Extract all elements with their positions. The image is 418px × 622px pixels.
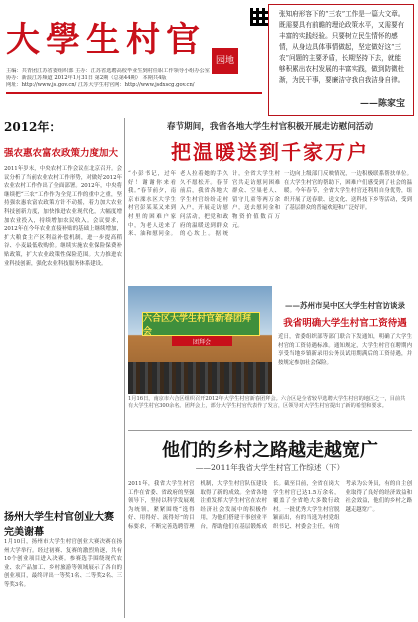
left-column-article bbox=[4, 118, 122, 500]
masthead-logo bbox=[6, 14, 244, 66]
info-line-1: 主编：共青团江苏省委组织部 主办：江苏省选聘高校毕业生到村任职工作领导小组办公室 bbox=[6, 68, 210, 74]
wage-headline: 我省明确大学生村官工资待遇 bbox=[283, 318, 407, 329]
quote-box bbox=[268, 4, 414, 116]
news-photo bbox=[128, 286, 272, 394]
left-headline: 强农惠农富农政策力度加大 bbox=[4, 148, 119, 159]
left-bottom-headline: 扬州大学生村官创业大赛完美谢幕 bbox=[4, 512, 114, 538]
left-body: 2011年岁末，中央农村工作会议在北京召开。会议分析了当前农业农村工作形势，对做好2012年农业农村工作作出了全面部署。2012年，中央将继续把“三农”工作作为全党工作的重中之重，坚持强农惠农富农政策方针不动摇，着力加大农业科技创新力度，加快推进农业现代化，大幅度增加农业投入，持续增加农民收入。会议要求，2012年在今年农业直接补贴的基础上继续增加，扩大粮食主产区利益补偿机制，进一步提高稻谷、小麦最低收购价。继续实施农业保险保费补贴政策，扩大农业政策性保险范围。大力推进农业科技创新，强化农业科技服务体系建设。 bbox=[4, 166, 122, 267]
wage-body: 近日，省委组织部等部门联合下发通知，明确了大学生村官的工资待遇标准。通知规定，大学生村官在聘期内享受当地乡镇新录用公务员试用期满后的工资待遇，并按规定参加社会保险。 bbox=[278, 334, 412, 366]
wage-subhead: ——苏州市吴中区大学生村官访谈录 bbox=[285, 301, 405, 310]
section-divider bbox=[128, 430, 412, 431]
info-line-3: 网址：http://www.js.gov.cn/ 江苏大学生村官网：http://www.jsdxscg.gov.cn/ bbox=[6, 82, 195, 88]
quote-author: ——陈家宝 bbox=[359, 99, 405, 109]
bottom-body: 2011年，我省大学生村官工作在省委、省政府的坚强领导下，坚持以科学发展观为统领，紧紧围绕“选得好、用得好、流得好”的目标要求，不断完善选聘管理机制，大学生村官队伍建设取得了新的成效。全省各地注重发挥大学生村官在农村经济社会发展中的积极作用，为他们搭建干事创业平台，帮助他们在基层锻炼成长。截至目前，全省在岗大学生村官已达1.5万余名，覆盖了全省绝大多数行政村。一批优秀大学生村官脱颖而出，有的当选为村党组织书记、村委会主任，有的考录为公务员，有的自主创业取得了良好的经济效益和社会效益，他们的乡村之路越走越宽广。 bbox=[128, 481, 412, 530]
column-divider bbox=[124, 118, 125, 618]
newspaper-title: 大學生村官 bbox=[6, 20, 206, 60]
masthead-divider bbox=[6, 92, 262, 94]
photo-banner: 六合区大学生村官新春团拜会 bbox=[142, 312, 260, 336]
qr-code-icon bbox=[250, 8, 268, 26]
left-bottom-body: 1月10日，扬州市大学生村官创业大赛决赛在扬州大学举行。经过初赛、复赛的激烈角逐，共有10个创业项目进入决赛。参赛选手围绕现代农业、农产品加工、乡村旅游等领域展示了各自的创业项目，最终评出一等奖1名、二等奖2名、三等奖3名。 bbox=[4, 539, 122, 588]
left-bottom-article bbox=[4, 508, 122, 620]
wage-article bbox=[278, 300, 412, 408]
photo-crowd bbox=[128, 362, 272, 394]
quote-text: 张知府形容下的“三农”工作是一篇大文章。既需要具有前瞻的理论政策水平，又需要有丰富的实践经验。只要树立民生情怀的感情，从身边具体事情做起，坚定做好这“三农”问题的主要矛盾，长期坚持下去，就能够积累出农村发展的丰富实践，做到防微杜渐，为民干事，要廉洁守我自我洁身自律。 bbox=[279, 10, 405, 84]
main-body: “小彭书记，过年好！谢谢你来看我。”春节前夕，南京市溧水区大学生村官彭某某又来到村里的困难户家中，为老人送来了米、油和慰问金。老人拉着她的手久久不愿松开。春节前后，我省各地大学生村官纷纷走村入户，开展走访慰问活动，把党和政府的温暖送到群众的心坎上。据统计，全省大学生村官共走访慰问困难群众、空巢老人、留守儿童等两万余户，送去慰问金和物资价值数百万元。 bbox=[128, 171, 280, 238]
bottom-headline: 他们的乡村之路越走越宽广 bbox=[162, 440, 378, 461]
info-line-2: 协办：新浪江苏频道 2012年1月31日 第2期（总第44期） 本期共4版 bbox=[6, 75, 167, 81]
bottom-subhead: ——2011年我省大学生村官工作综述（下） bbox=[195, 463, 345, 472]
photo-caption: 1月16日，南京市六合区组织召开2012年大学生村官新春团拜会。六合区是全省较早选聘大学生村官的地区之一，目前共有大学生村官300余名。团拜会上，部分大学生村官代表作了发言，区领导对大学生村官提出了新的希望和要求。 bbox=[128, 396, 406, 409]
photo-banner-small: 团拜会 bbox=[172, 336, 232, 346]
main-body-continued: 一边向上级部门反映情况，一边积极联系帮扶单位。在大学生村官的帮助下，困难户们感受到了社会的温暖。今年春节，全省大学生村官还利用自身优势，组织开展了送春联、送文化、送科技下乡等活动，受到了基层群众的普遍欢迎和广泛好评。 bbox=[284, 171, 412, 212]
seal-stamp: 园地 bbox=[212, 48, 238, 74]
left-kicker: 2012年： bbox=[4, 120, 62, 134]
main-subhead: 春节期间，我省各地大学生村官积极开展走访慰问活动 bbox=[166, 122, 374, 132]
main-headline: 把温暖送到千家万户 bbox=[171, 140, 369, 164]
masthead-info bbox=[6, 68, 262, 90]
